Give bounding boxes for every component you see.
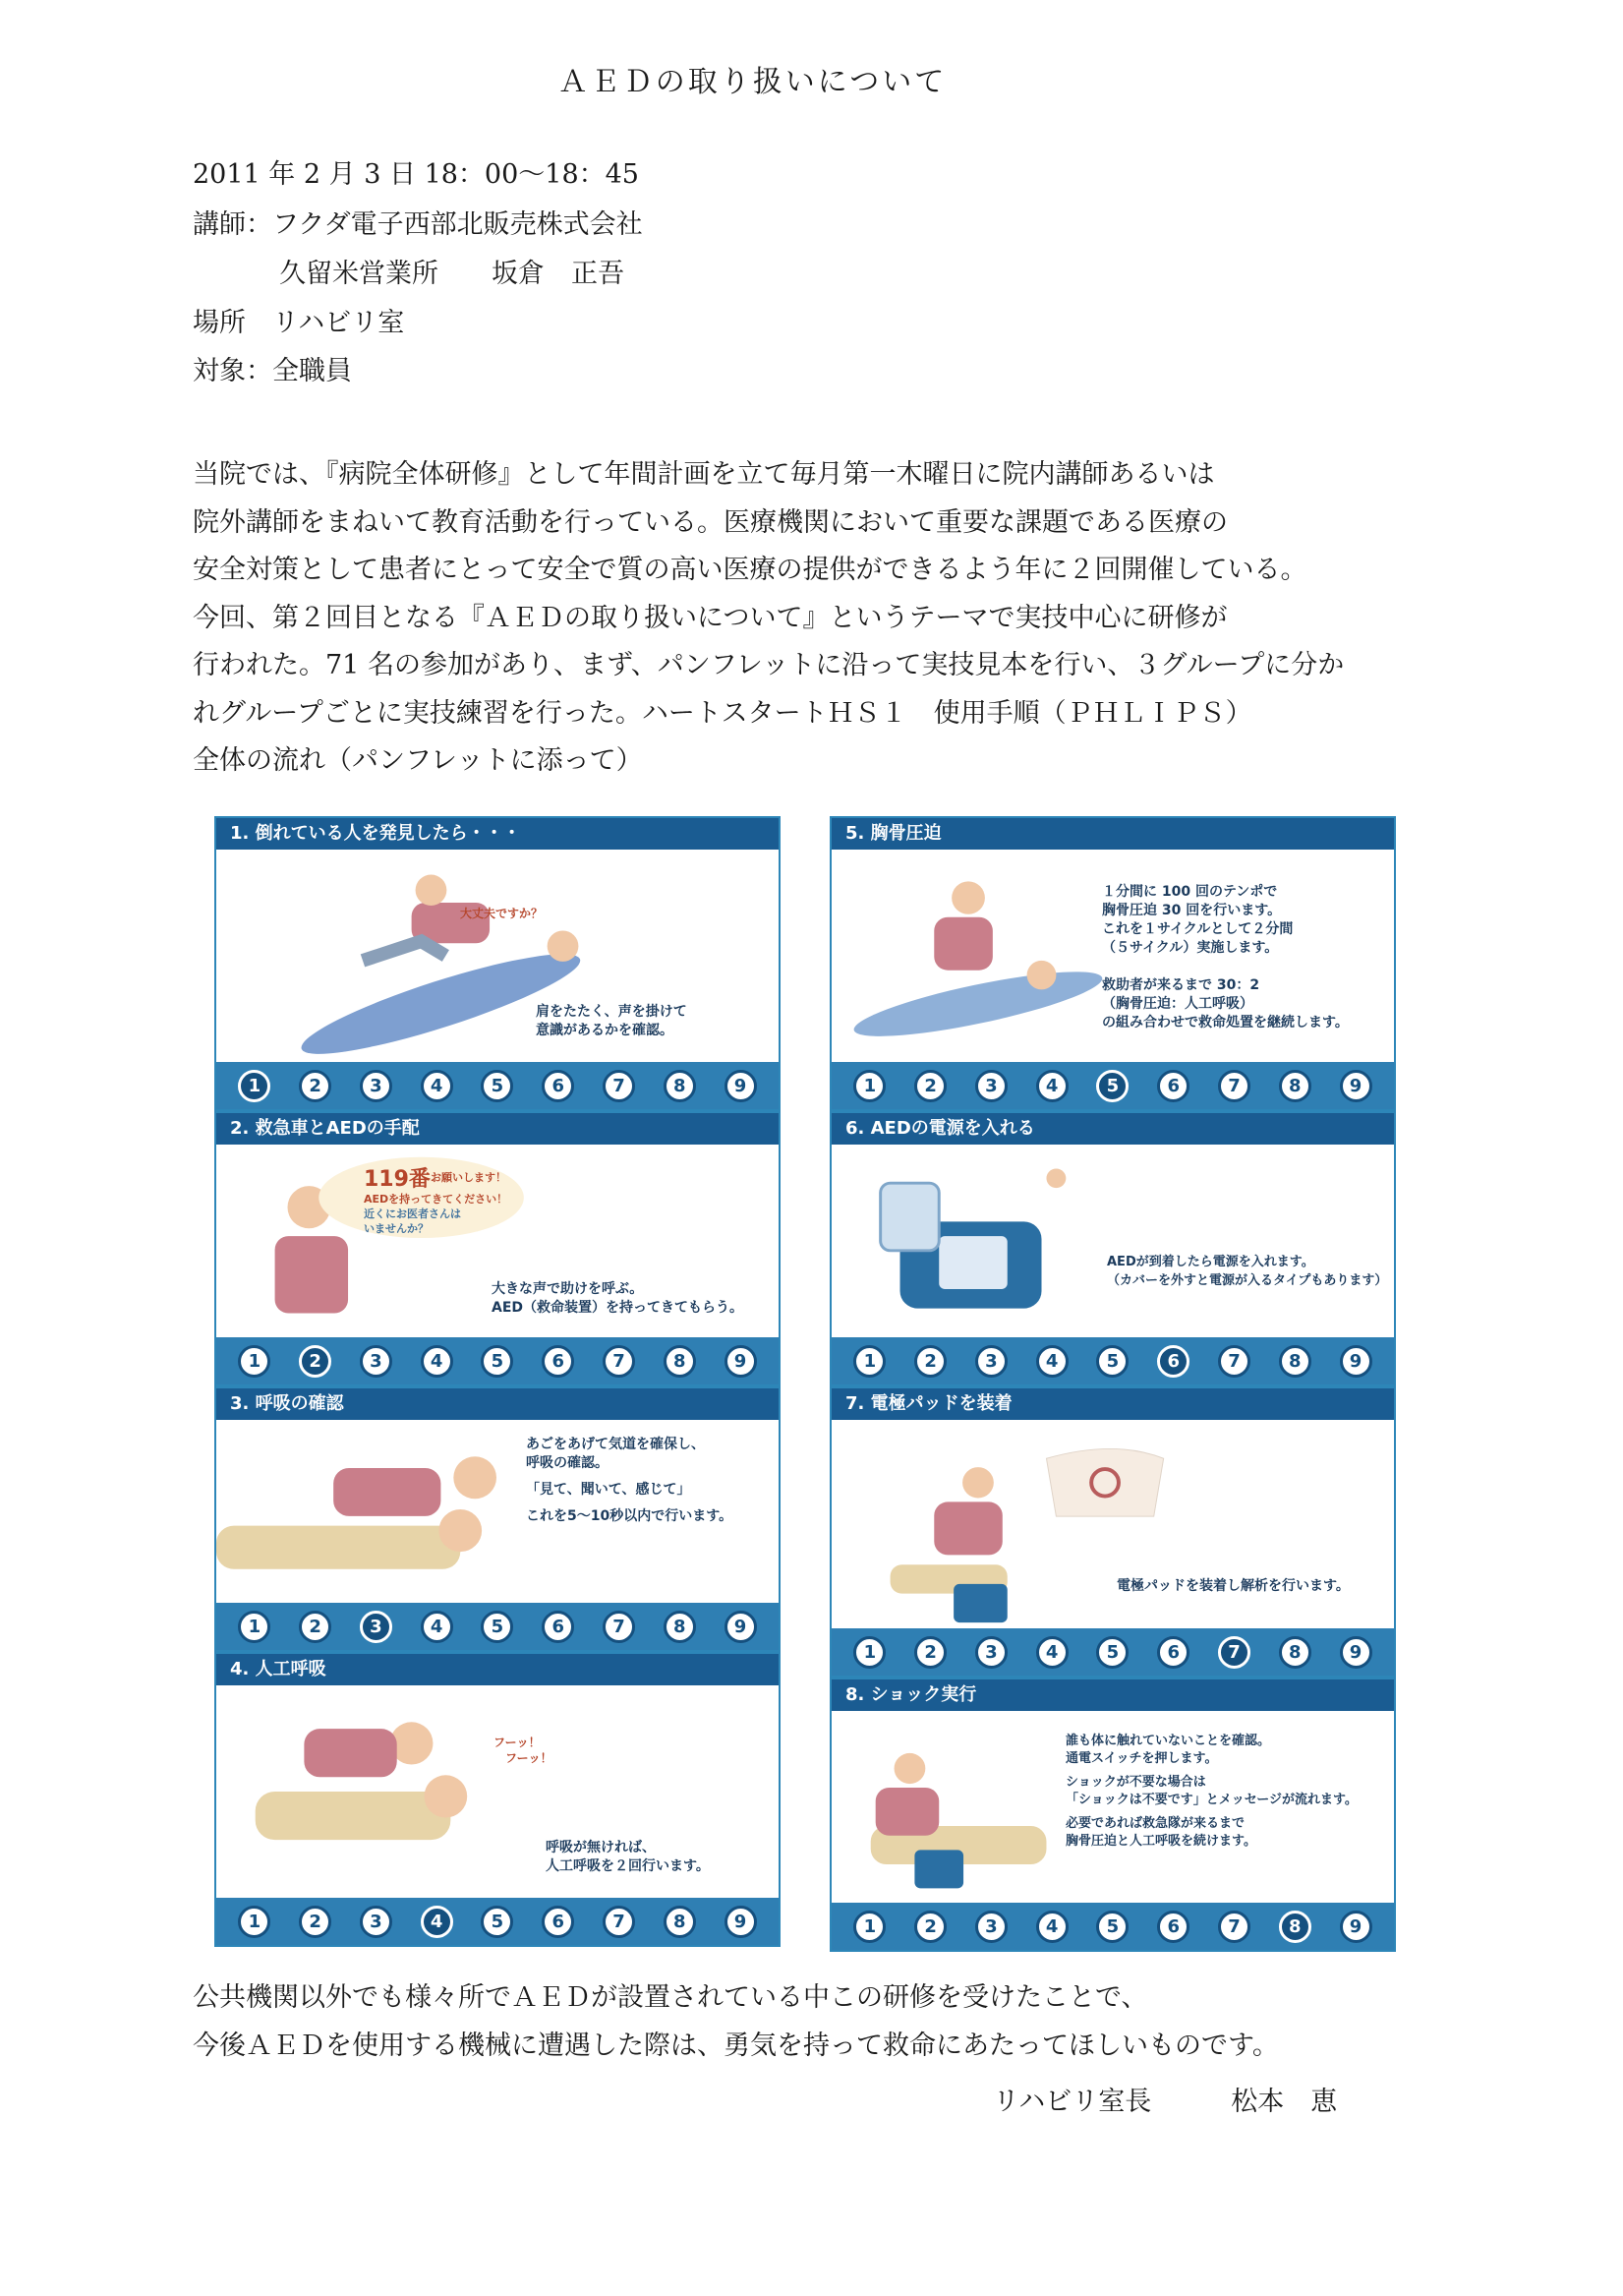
signature: リハビリ室長 松本 恵 [993, 2087, 1338, 2117]
step-dot: 4 [1036, 1345, 1069, 1378]
step-dot: 9 [725, 1611, 757, 1643]
step-dot: 5 [481, 1611, 513, 1643]
step-dot: 5 [481, 1070, 513, 1102]
panel-title: 6. AEDの電源を入れる [832, 1113, 1394, 1145]
panel-title: 2. 救急車とAEDの手配 [216, 1113, 779, 1145]
speech-text: 大丈夫ですか？ [460, 907, 544, 920]
panel-title: 8. ショック実行 [832, 1679, 1394, 1711]
step-dot: 2 [299, 1906, 331, 1938]
step-dot: 4 [421, 1345, 453, 1378]
lecturer-office: 久留米営業所 坂倉 正吾 [279, 259, 624, 289]
step-dot: 1 [853, 1070, 886, 1102]
panel-step-8 [830, 1678, 1396, 1952]
step-dot: 4 [1036, 1070, 1069, 1102]
step-dot: 1 [853, 1911, 886, 1943]
panel-caption: 呼吸が無ければ、 人工呼吸を２回行います。 [546, 1840, 710, 1874]
step-indicator [216, 1898, 779, 1945]
step-indicator [216, 1062, 779, 1109]
panel-title: 4. 人工呼吸 [216, 1654, 779, 1685]
step-indicator [832, 1337, 1394, 1384]
step-indicator [832, 1903, 1394, 1950]
panel-step-2 [214, 1111, 781, 1386]
intro-line: 院外講師をまねいて教育活動を行っている。医療機関において重要な課題である医療の [193, 506, 1228, 538]
panel-title: 1. 倒れている人を発見したら・・・ [216, 818, 779, 850]
step-dot: 9 [1340, 1345, 1372, 1378]
panel-caption: 大きな声で助けを呼ぶ。 AED（救命装置）を持ってきてもらう。 [492, 1281, 744, 1316]
step-dot: 1 [238, 1611, 270, 1643]
panel-caption: 誰も体に触れていないことを確認。 通電スイッチを押します。 ショックが不要な場合は 「ショックは不要です」とメッセージが流れます。 必要であれば救急隊が来るまで 胸骨圧迫と人工呼吸を続けます。 [1066, 1734, 1358, 1849]
step-dot: 4 [1036, 1911, 1069, 1943]
step-dot: 3 [360, 1070, 392, 1102]
step-dot: 9 [725, 1070, 757, 1102]
intro-line: 当院では、『病院全体研修』として年間計画を立て毎月第一木曜日に院内講師あるいは [193, 459, 1215, 490]
speech-text: AEDを持ってきてください！ 近くにお医者さんは いませんか？ [364, 1193, 508, 1235]
illustration-attach-pads [832, 1420, 1394, 1628]
panel-step-5 [830, 816, 1396, 1111]
step-dot: 4 [421, 1070, 453, 1102]
illustration-find-person [216, 850, 779, 1062]
step-dot: 5 [1096, 1636, 1129, 1669]
step-dot: 3 [975, 1911, 1008, 1943]
step-dot: 5 [1096, 1911, 1129, 1943]
step-dot: 8 [664, 1611, 696, 1643]
panel-caption: AEDが到着したら電源を入れます。 （カバーを外すと電源が入るタイプもあります） [1107, 1255, 1388, 1288]
speech-emergency-number: 119番 [364, 1167, 431, 1192]
panel-title: 3. 呼吸の確認 [216, 1388, 779, 1420]
step-dot: 7 [1218, 1345, 1250, 1378]
lecturer: 講師：フクダ電子西部北販売株式会社 [193, 209, 643, 240]
panel-caption: １分間に 100 回のテンポで 胸骨圧迫 30 回を行います。 これを１サイクルとして２分間 （５サイクル）実施します。 救助者が来るまで 30：2 （胸骨圧迫：人工呼吸） の組み合わせで救命処置を継続します。 [1102, 884, 1349, 1030]
step-dot: 6 [542, 1906, 574, 1938]
panel-caption: あごをあげて気道を確保し、 呼吸の確認。 「見て、聞いて、感じて」 これを5〜10秒以内で行います。 [526, 1437, 733, 1524]
intro-paragraph [193, 451, 1344, 786]
panel-title: 5. 胸骨圧迫 [832, 818, 1394, 850]
panel-step-3 [214, 1386, 781, 1652]
speech-text: お願いします！ [431, 1171, 506, 1184]
intro-line: れグループごとに実技練習を行った。ハートスタートＨＳ１ 使用手順（ＰＨＬＩＰＳ） [193, 697, 1252, 729]
speech-text: フーッ！ フーッ！ [493, 1736, 552, 1765]
step-dot: 6 [542, 1611, 574, 1643]
step-dot: 7 [1218, 1911, 1250, 1943]
step-dot: 3 [975, 1345, 1008, 1378]
step-dot: 2 [299, 1070, 331, 1102]
intro-line: 安全対策として患者にとって安全で質の高い医療の提供ができるよう年に２回開催している。 [193, 555, 1307, 585]
step-dot: 2 [299, 1345, 331, 1378]
closing-paragraph [193, 1974, 1279, 2070]
step-dot: 5 [481, 1345, 513, 1378]
step-dot: 3 [360, 1345, 392, 1378]
step-dot: 6 [542, 1070, 574, 1102]
step-indicator [832, 1062, 1394, 1109]
step-dot: 1 [853, 1636, 886, 1669]
step-dot: 9 [725, 1345, 757, 1378]
step-dot: 4 [421, 1906, 453, 1938]
step-dot: 9 [1340, 1070, 1372, 1102]
step-dot: 3 [975, 1636, 1008, 1669]
step-dot: 2 [299, 1611, 331, 1643]
step-dot: 1 [238, 1345, 270, 1378]
step-dot: 8 [664, 1070, 696, 1102]
panel-step-1 [214, 816, 781, 1111]
step-dot: 7 [1218, 1070, 1250, 1102]
place: 場所 リハビリ室 [193, 308, 405, 338]
step-dot: 6 [1157, 1636, 1189, 1669]
step-dot: 1 [238, 1906, 270, 1938]
step-dot: 3 [360, 1611, 392, 1643]
target-audience: 対象：全職員 [193, 356, 352, 386]
step-dot: 8 [1279, 1636, 1311, 1669]
panel-title: 7. 電極パッドを装着 [832, 1388, 1394, 1420]
illustration-aed-power [832, 1145, 1394, 1337]
step-dot: 8 [1279, 1911, 1311, 1943]
panel-step-4 [214, 1652, 781, 1947]
step-indicator [832, 1628, 1394, 1676]
step-dot: 6 [542, 1345, 574, 1378]
step-indicator [216, 1337, 779, 1384]
step-dot: 4 [1036, 1636, 1069, 1669]
step-dot: 1 [853, 1345, 886, 1378]
step-dot: 3 [360, 1906, 392, 1938]
step-dot: 7 [603, 1611, 635, 1643]
document-title: ＡＥＤの取り扱いについて [557, 65, 948, 99]
step-dot: 2 [914, 1070, 947, 1102]
step-dot: 6 [1157, 1911, 1189, 1943]
step-dot: 8 [1279, 1345, 1311, 1378]
step-dot: 6 [1157, 1070, 1189, 1102]
step-dot: 2 [914, 1345, 947, 1378]
step-dot: 7 [603, 1345, 635, 1378]
step-indicator [216, 1603, 779, 1650]
step-dot: 5 [1096, 1345, 1129, 1378]
step-dot: 9 [1340, 1911, 1372, 1943]
step-dot: 7 [603, 1906, 635, 1938]
step-dot: 7 [1218, 1636, 1250, 1669]
step-dot: 9 [725, 1906, 757, 1938]
step-dot: 8 [664, 1906, 696, 1938]
intro-line: 行われた。71 名の参加があり、まず、パンフレットに沿って実技見本を行い、３グループに分か [193, 650, 1345, 680]
intro-line: 全体の流れ（パンフレットに添って） [193, 745, 643, 776]
event-datetime: 2011 年 2 月 3 日 18：00〜18：45 [193, 159, 639, 190]
step-dot: 8 [1279, 1070, 1311, 1102]
step-dot: 6 [1157, 1345, 1189, 1378]
step-dot: 9 [1340, 1636, 1372, 1669]
panel-step-6 [830, 1111, 1396, 1386]
aed-procedure-pamphlet [214, 816, 1396, 1952]
panel-caption: 電極パッドを装着し解析を行います。 [1117, 1578, 1350, 1594]
closing-line: 今後ＡＥＤを使用する機械に遭遇した際は、勇気を持って救命にあたってほしいものです。 [193, 2030, 1279, 2061]
step-dot: 1 [238, 1070, 270, 1102]
step-dot: 7 [603, 1070, 635, 1102]
step-dot: 2 [914, 1636, 947, 1669]
step-dot: 3 [975, 1070, 1008, 1102]
panel-caption: 肩をたたく、声を掛けて 意識があるかを確認。 [536, 1004, 687, 1038]
step-dot: 8 [664, 1345, 696, 1378]
step-dot: 4 [421, 1611, 453, 1643]
step-dot: 2 [914, 1911, 947, 1943]
closing-line: 公共機関以外でも様々所でＡＥＤが設置されている中この研修を受けたことで、 [193, 1982, 1148, 2013]
panel-step-7 [830, 1386, 1396, 1678]
intro-line: 今回、第２回目となる『ＡＥＤの取り扱いについて』というテーマで実技中心に研修が [193, 602, 1228, 633]
step-dot: 5 [481, 1906, 513, 1938]
step-dot: 5 [1096, 1070, 1129, 1102]
